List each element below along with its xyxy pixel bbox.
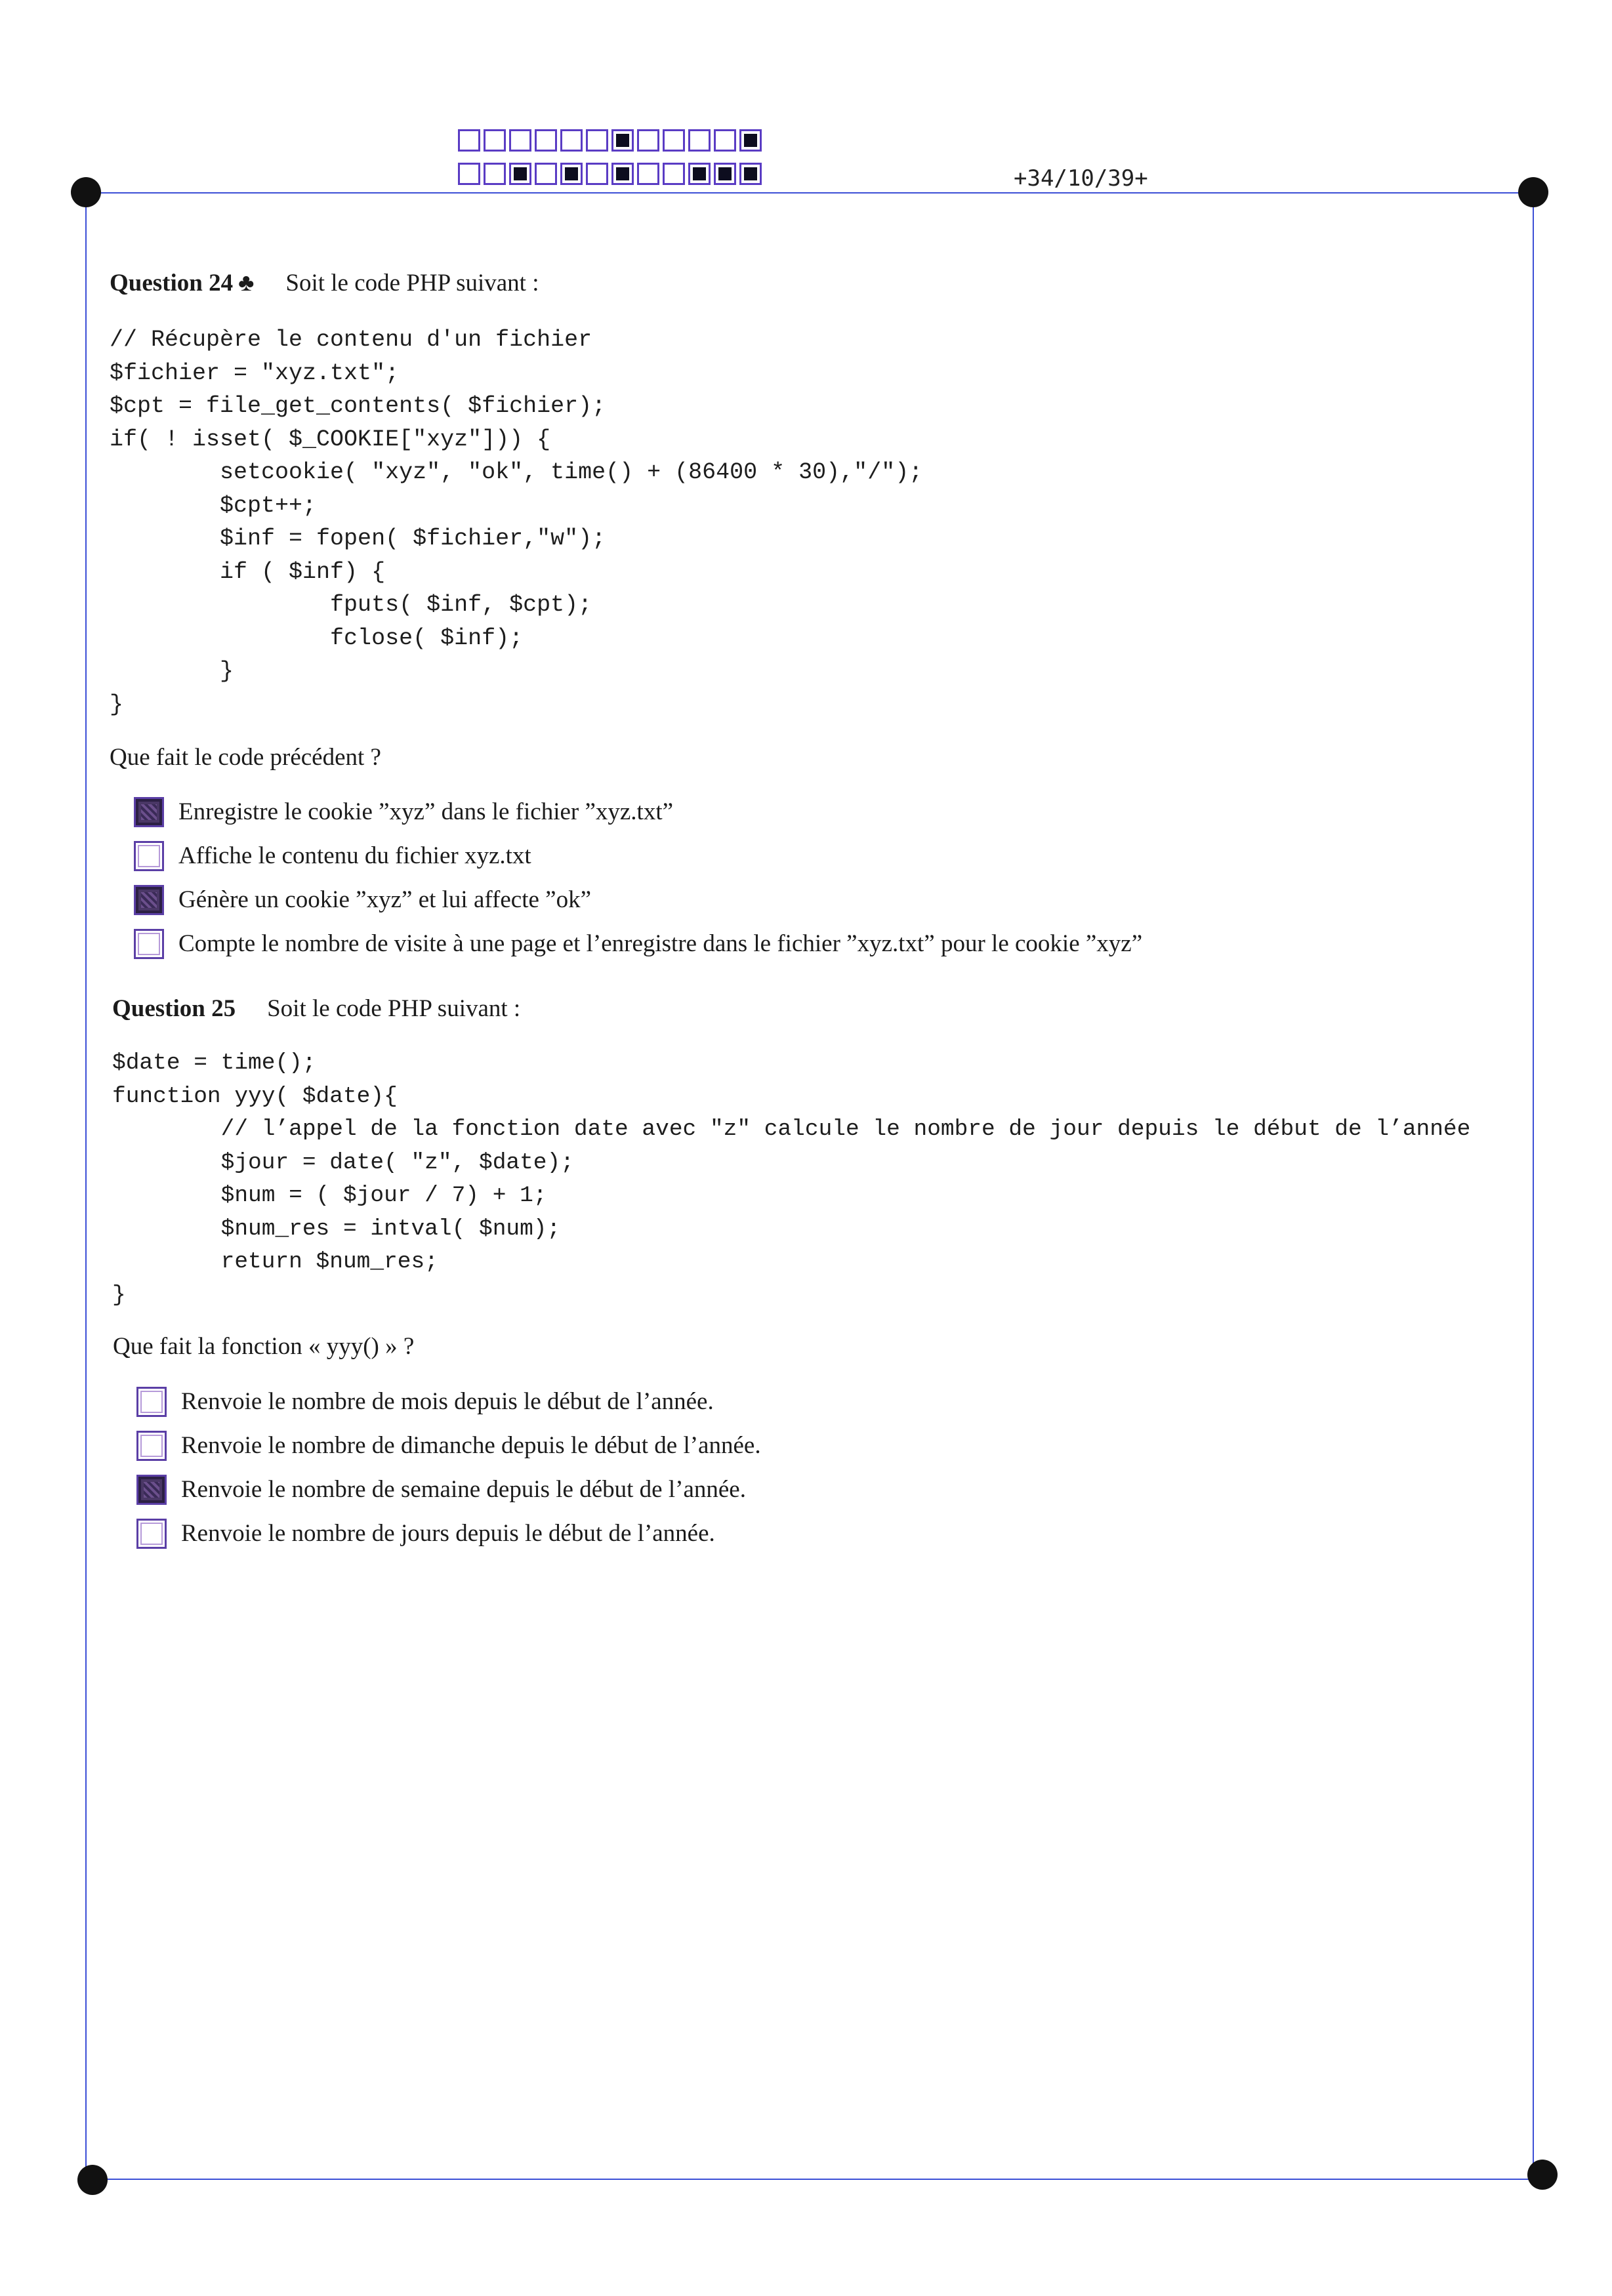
question-24-answers	[134, 790, 1142, 966]
club-icon: ♣	[238, 270, 255, 297]
id-grid-cell	[586, 163, 608, 185]
answer-option[interactable]	[134, 922, 1142, 966]
answer-option[interactable]	[136, 1380, 761, 1424]
answer-checkbox[interactable]	[136, 1475, 167, 1505]
id-grid-cell	[688, 163, 711, 185]
question-24-text: Soit le code PHP suivant :	[285, 270, 539, 297]
answer-checkbox[interactable]	[134, 929, 164, 959]
id-grid-cell	[611, 129, 634, 152]
answer-option[interactable]	[136, 1511, 761, 1555]
id-grid-top	[458, 129, 765, 152]
answer-option[interactable]	[136, 1424, 761, 1467]
question-24-code: // Récupère le contenu d'un fichier $fichier = "xyz.txt"; $cpt = file_get_contents( $fichier); if( ! isset( $_COOKIE["xyz"])) { setcookie( "xyz", "ok", time() + (86400 * 30),"/"); $cpt++; $inf = fopen( $fichier,"w"); if ( $inf) { fputs( $inf, $cpt); fclose( $inf); } }	[110, 327, 923, 718]
id-grid-cell	[739, 163, 762, 185]
answer-option[interactable]	[134, 790, 1142, 834]
id-grid-cell	[663, 163, 685, 185]
id-grid-cell	[637, 163, 659, 185]
answer-option[interactable]	[134, 834, 1142, 878]
corner-mark-bottom-left	[77, 2165, 108, 2195]
question-25-answers	[136, 1380, 761, 1555]
answer-label: Génère un cookie ”xyz” et lui affecte ”ok”	[178, 886, 591, 913]
answer-checkbox[interactable]	[134, 841, 164, 871]
answer-label: Affiche le contenu du fichier xyz.txt	[178, 842, 531, 869]
frame-right-line	[1533, 192, 1534, 2175]
answer-checkbox[interactable]	[136, 1431, 167, 1461]
id-grid-cell	[611, 163, 634, 185]
answer-option[interactable]	[136, 1467, 761, 1511]
id-grid-cell	[560, 163, 583, 185]
corner-mark-bottom-right	[1527, 2160, 1558, 2190]
question-24-header	[110, 269, 539, 297]
id-grid-cell	[688, 129, 711, 152]
frame-left-line	[85, 192, 87, 2181]
answer-checkbox[interactable]	[134, 885, 164, 915]
corner-mark-top-left	[71, 177, 101, 207]
id-grid-cell	[663, 129, 685, 152]
id-grid-cell	[509, 163, 531, 185]
id-grid-cell	[535, 129, 557, 152]
id-grid-cell	[637, 129, 659, 152]
frame-top-line	[87, 192, 1534, 194]
id-grid-cell	[714, 163, 736, 185]
question-25-title: Question 25	[112, 995, 236, 1022]
question-24-prompt: Que fait le code précédent ?	[110, 744, 381, 771]
id-grid-cell	[560, 129, 583, 152]
page-code: +34/10/39+	[1014, 165, 1148, 192]
id-grid-cell	[484, 163, 506, 185]
answer-label: Renvoie le nombre de jours depuis le début de l’année.	[181, 1520, 715, 1547]
id-grid-cell	[484, 129, 506, 152]
id-grid-cell	[739, 129, 762, 152]
answer-checkbox[interactable]	[136, 1387, 167, 1417]
answer-checkbox[interactable]	[136, 1519, 167, 1549]
answer-label: Renvoie le nombre de dimanche depuis le début de l’année.	[181, 1432, 761, 1459]
answer-label: Enregistre le cookie ”xyz” dans le fichier ”xyz.txt”	[178, 798, 674, 825]
answer-checkbox[interactable]	[134, 797, 164, 827]
question-25-text: Soit le code PHP suivant :	[267, 995, 521, 1022]
id-grid-cell	[714, 129, 736, 152]
question-25-prompt: Que fait la fonction « yyy() » ?	[113, 1333, 415, 1360]
question-25-header	[112, 994, 520, 1023]
corner-mark-top-right	[1518, 177, 1548, 207]
id-grid-cell	[535, 163, 557, 185]
answer-label: Renvoie le nombre de semaine depuis le début de l’année.	[181, 1476, 746, 1503]
frame-bottom-line	[93, 2179, 1543, 2180]
answer-label: Compte le nombre de visite à une page et l’enregistre dans le fichier ”xyz.txt” pour le cookie ”xyz”	[178, 930, 1143, 957]
id-grid-cell	[586, 129, 608, 152]
answer-option[interactable]	[134, 878, 1142, 922]
id-grid-cell	[458, 163, 480, 185]
id-grid-cell	[458, 129, 480, 152]
question-25-code: $date = time(); function yyy( $date){ // l’appel de la fonction date avec "z" calcule le nombre de jour depuis le début de l’année $jour = date( "z", $date); $num = ( $jour / 7) + 1; $num_res = intval( $num); return $num_res; }	[112, 1050, 1471, 1308]
question-24-title: Question 24	[110, 270, 234, 297]
id-grid-cell	[509, 129, 531, 152]
answer-label: Renvoie le nombre de mois depuis le début de l’année.	[181, 1388, 714, 1415]
id-grid-bottom	[458, 163, 765, 185]
